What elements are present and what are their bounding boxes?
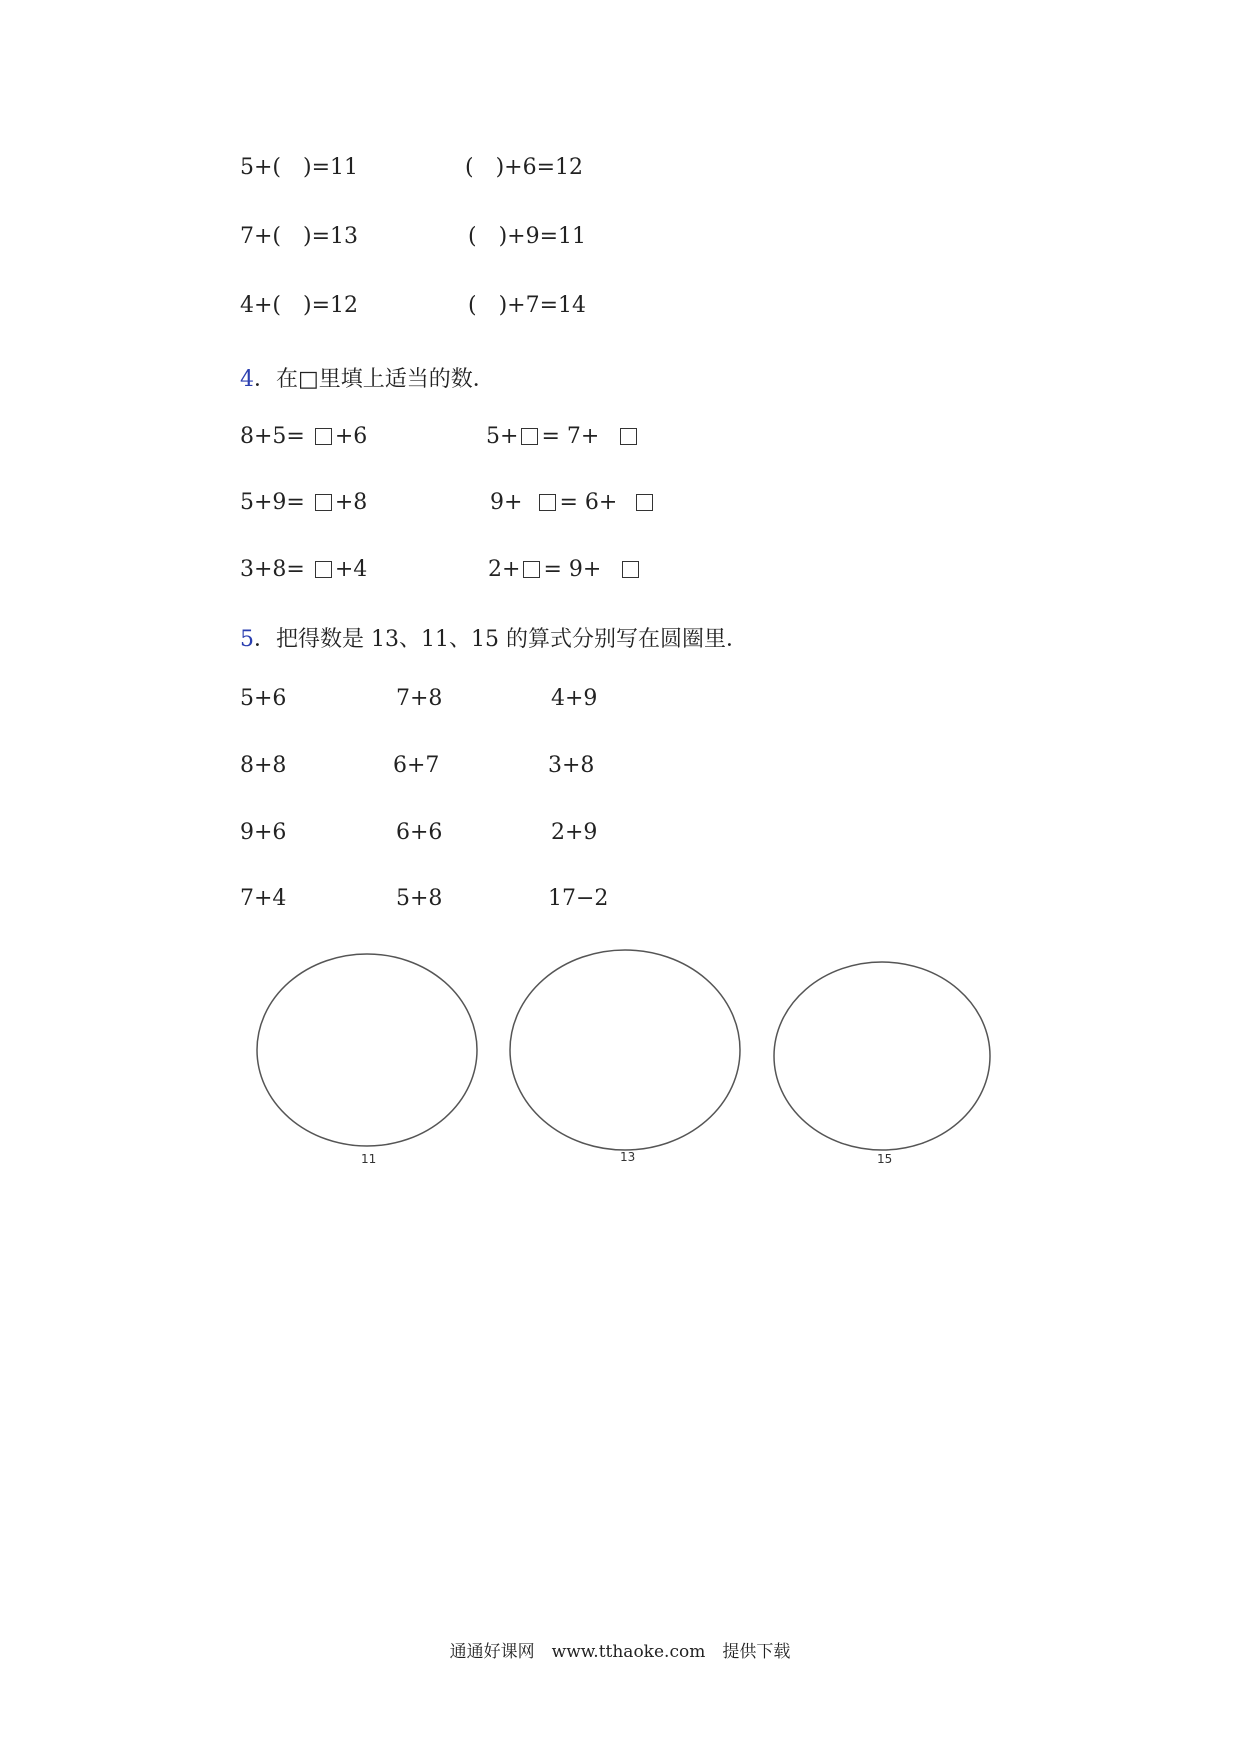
circle-label: 11 bbox=[361, 1152, 377, 1166]
equation: 9+ = 6+ bbox=[490, 490, 656, 515]
expression: 6+7 bbox=[393, 753, 440, 778]
expression: 6+6 bbox=[396, 820, 443, 845]
equation: ( )+9=11 bbox=[468, 224, 587, 249]
equation: 7+( )=13 bbox=[240, 224, 359, 249]
equation: 8+5= +6 bbox=[240, 424, 368, 449]
expression: 7+4 bbox=[240, 886, 287, 911]
answer-circle-13[interactable] bbox=[510, 950, 740, 1150]
expression: 8+8 bbox=[240, 753, 287, 778]
equation: 5+( )=11 bbox=[240, 155, 359, 180]
expression: 2+9 bbox=[551, 820, 598, 845]
expression: 5+6 bbox=[240, 686, 287, 711]
expression: 4+9 bbox=[551, 686, 598, 711]
equation: ( )+6=12 bbox=[465, 155, 584, 180]
question-title: ．把得数是 13、11、15 的算式分别写在圆圈里． bbox=[254, 627, 748, 652]
equation: 5+9= +8 bbox=[240, 490, 368, 515]
equation: 4+( )=12 bbox=[240, 293, 359, 318]
expression: 9+6 bbox=[240, 820, 287, 845]
answer-circle-15[interactable] bbox=[774, 962, 990, 1150]
expression: 17−2 bbox=[548, 886, 609, 911]
question-number: 5 bbox=[240, 627, 254, 652]
question-title: ．在□里填上适当的数． bbox=[254, 367, 495, 392]
expression: 5+8 bbox=[396, 886, 443, 911]
expression: 7+8 bbox=[396, 686, 443, 711]
expression: 3+8 bbox=[548, 753, 595, 778]
equation: ( )+7=14 bbox=[468, 293, 587, 318]
equation: 5+ = 7+ bbox=[486, 424, 640, 449]
answer-circle-11[interactable] bbox=[257, 954, 477, 1146]
equation: 3+8= +4 bbox=[240, 557, 368, 582]
equation: 2+ = 9+ bbox=[488, 557, 642, 582]
circle-label: 15 bbox=[877, 1152, 893, 1166]
question-number: 4 bbox=[240, 367, 254, 392]
page-footer: 通通好课网 www.tthaoke.com 提供下载 bbox=[449, 1642, 791, 1662]
circle-label: 13 bbox=[620, 1150, 636, 1164]
